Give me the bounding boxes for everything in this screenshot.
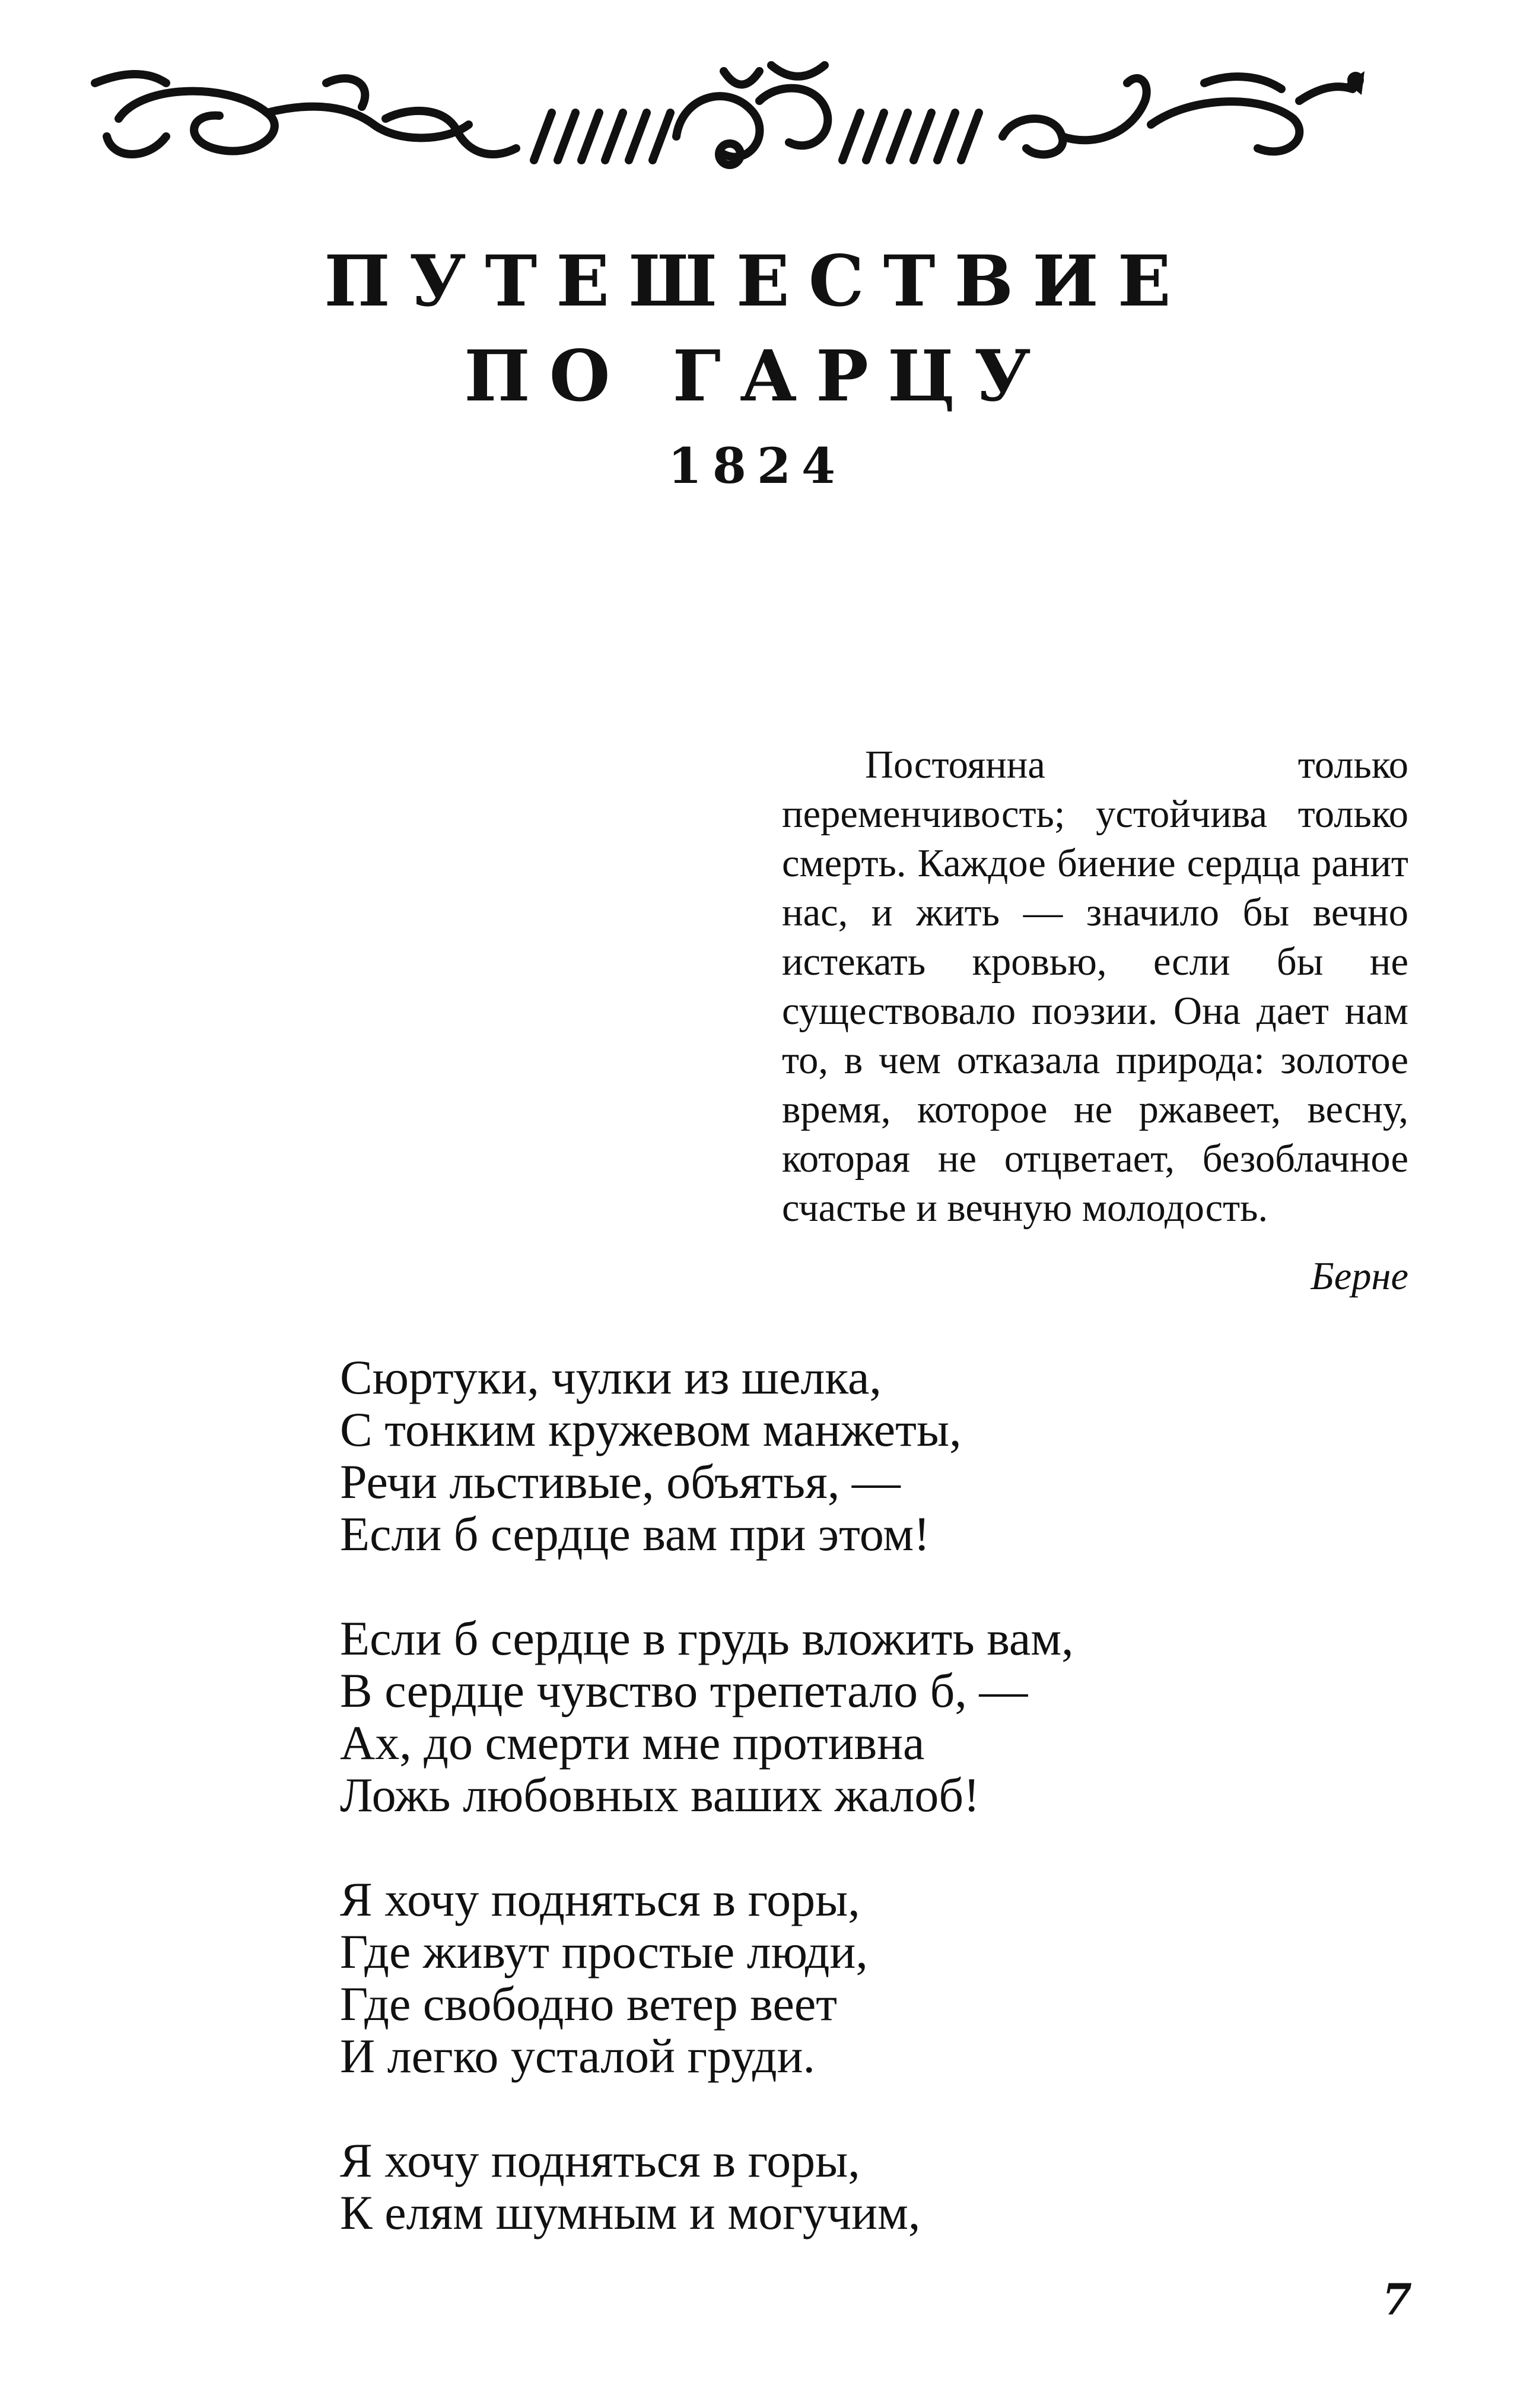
poem-line: Я хочу подняться в горы, — [340, 1872, 860, 1926]
chapter-year: 1824 — [667, 438, 847, 495]
header-ornament-icon — [77, 47, 1370, 184]
poem-line: Сюртуки, чулки из шелка, — [340, 1350, 882, 1404]
chapter-title-line-1: ПУТЕШЕСТВИЕ — [324, 240, 1190, 322]
epigraph-author: Берне — [1311, 1255, 1408, 1298]
poem-line: И легко усталой груди. — [340, 2029, 815, 2083]
stanza — [340, 2135, 1074, 2239]
poem-line: Если б сердце вам при этом! — [340, 1507, 930, 1561]
poem-line: В сердце чувство трепетало б, — — [340, 1663, 1028, 1717]
stanza — [340, 1612, 1074, 1821]
poem-line: К елям шумным и могучим, — [340, 2186, 921, 2240]
epigraph-text: Постоянна только переменчивость; устойчива только смерть. Каждое биение сердца ранит нас, и жить — значило бы вечно истекать кровью, если бы не существовало поэзии. Она дает нам то, в чем отказала природа: золотое время, которое не ржавеет, весну, которая не отцветает, безоблачное счастье и вечную молодость. — [782, 743, 1408, 1230]
stanza — [340, 1873, 1074, 2082]
chapter-title-line-2: ПО ГАРЦУ — [464, 335, 1050, 417]
epigraph — [782, 740, 1408, 1233]
poem-line: С тонким кружевом манжеты, — [340, 1402, 962, 1456]
stanza — [340, 1351, 1074, 1560]
page-number: 7 — [1382, 2274, 1412, 2324]
poem-line: Где свободно ветер веет — [340, 1977, 838, 2031]
poem-line: Где живут простые люди, — [340, 1925, 868, 1978]
poem-line: Ложь любовных ваших жалоб! — [340, 1768, 980, 1822]
poem — [340, 1351, 1074, 2239]
poem-line: Если б сердце в грудь вложить вам, — [340, 1611, 1074, 1665]
poem-line: Речи льстивые, объятья, — — [340, 1455, 901, 1509]
poem-line: Ах, до смерти мне противна — [340, 1716, 925, 1770]
poem-line: Я хочу подняться в горы, — [340, 2133, 860, 2187]
